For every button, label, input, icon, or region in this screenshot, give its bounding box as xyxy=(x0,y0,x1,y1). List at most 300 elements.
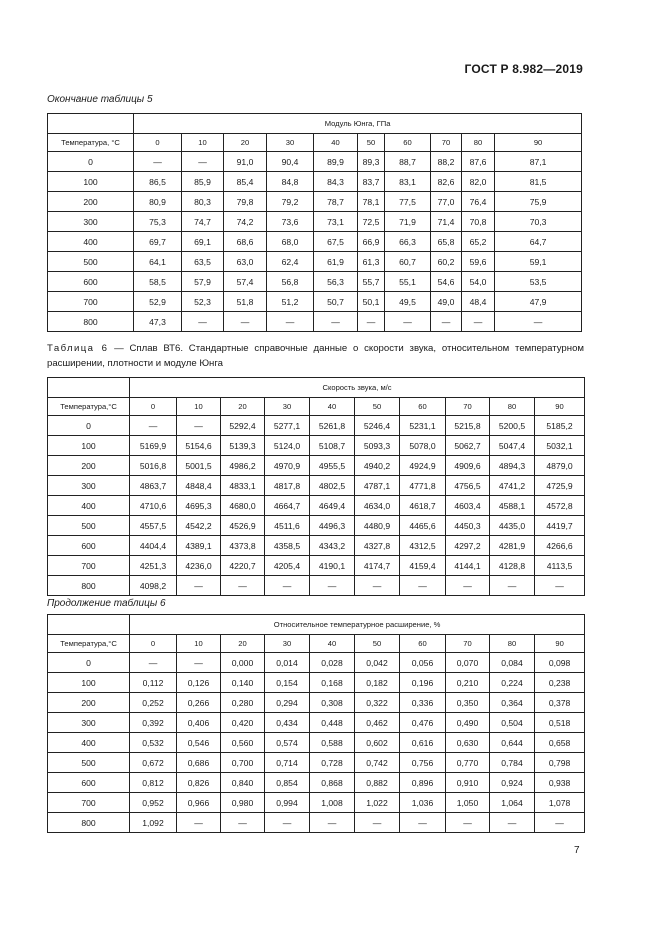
table5 xyxy=(47,113,582,332)
value-cell: 78,7 xyxy=(314,192,358,212)
value-cell: 73,6 xyxy=(267,212,314,232)
value-cell: 0,210 xyxy=(446,673,490,693)
value-cell: — xyxy=(182,152,224,172)
table6b xyxy=(47,614,585,833)
table6-caption xyxy=(47,341,584,371)
value-cell: 4940,2 xyxy=(355,456,400,476)
value-cell: 4312,5 xyxy=(400,536,446,556)
band-blank-cell xyxy=(48,114,134,134)
table-row xyxy=(48,693,585,713)
value-cell: 4986,2 xyxy=(221,456,265,476)
value-cell: 64,1 xyxy=(134,252,182,272)
value-cell: 83,7 xyxy=(358,172,385,192)
value-cell: 5001,5 xyxy=(177,456,221,476)
value-cell: — xyxy=(400,576,446,596)
value-cell: 79,8 xyxy=(224,192,267,212)
value-cell: 89,3 xyxy=(358,152,385,172)
value-cell: 4879,0 xyxy=(535,456,585,476)
value-cell: 4557,5 xyxy=(130,516,177,536)
value-cell: 4618,7 xyxy=(400,496,446,516)
value-cell: 48,4 xyxy=(462,292,495,312)
value-cell: 0,504 xyxy=(490,713,535,733)
value-cell: 61,9 xyxy=(314,252,358,272)
value-cell: 66,3 xyxy=(385,232,431,252)
temperature-cell: 700 xyxy=(48,556,130,576)
value-cell: 5139,3 xyxy=(221,436,265,456)
value-cell: 0,406 xyxy=(177,713,221,733)
value-cell: 4680,0 xyxy=(221,496,265,516)
value-cell: 75,3 xyxy=(134,212,182,232)
value-cell: 4358,5 xyxy=(265,536,310,556)
column-header: 30 xyxy=(265,635,310,653)
value-cell: 4190,1 xyxy=(310,556,355,576)
temperature-cell: 500 xyxy=(48,516,130,536)
table-row xyxy=(48,476,585,496)
value-cell: 5124,0 xyxy=(265,436,310,456)
value-cell: — xyxy=(310,576,355,596)
value-cell: 0,280 xyxy=(221,693,265,713)
column-header: 40 xyxy=(314,134,358,152)
value-cell: 0,322 xyxy=(355,693,400,713)
value-cell: 5062,7 xyxy=(446,436,490,456)
value-cell: 0,574 xyxy=(265,733,310,753)
value-cell: 0,042 xyxy=(355,653,400,673)
column-header: 90 xyxy=(535,635,585,653)
value-cell: 4480,9 xyxy=(355,516,400,536)
value-cell: 1,036 xyxy=(400,793,446,813)
value-cell: 5292,4 xyxy=(221,416,265,436)
value-cell: 1,064 xyxy=(490,793,535,813)
value-cell: 4297,2 xyxy=(446,536,490,556)
band-title: Относительное температурное расширение, % xyxy=(130,615,585,635)
value-cell: 4465,6 xyxy=(400,516,446,536)
column-header: 80 xyxy=(490,398,535,416)
value-cell: 59,6 xyxy=(462,252,495,272)
value-cell: 0,686 xyxy=(177,753,221,773)
value-cell: 0,756 xyxy=(400,753,446,773)
temperature-cell: 200 xyxy=(48,456,130,476)
value-cell: 82,0 xyxy=(462,172,495,192)
value-cell: 0,784 xyxy=(490,753,535,773)
value-cell: 0,588 xyxy=(310,733,355,753)
value-cell: 74,7 xyxy=(182,212,224,232)
value-cell: 68,6 xyxy=(224,232,267,252)
value-cell: 5246,4 xyxy=(355,416,400,436)
column-header: 0 xyxy=(134,134,182,152)
value-cell: — xyxy=(134,152,182,172)
column-header: 50 xyxy=(355,635,400,653)
value-cell: 0,266 xyxy=(177,693,221,713)
value-cell: 5078,0 xyxy=(400,436,446,456)
column-header: 10 xyxy=(177,635,221,653)
value-cell: — xyxy=(535,576,585,596)
temperature-cell: 100 xyxy=(48,673,130,693)
value-cell: 4511,6 xyxy=(265,516,310,536)
column-header: 10 xyxy=(182,134,224,152)
value-cell: — xyxy=(267,312,314,332)
temperature-cell: 800 xyxy=(48,813,130,833)
table-row xyxy=(48,773,585,793)
value-cell: 50,7 xyxy=(314,292,358,312)
value-cell: — xyxy=(177,576,221,596)
value-cell: 4909,6 xyxy=(446,456,490,476)
value-cell: 57,9 xyxy=(182,272,224,292)
table6b-caption: Продолжение таблицы 6 xyxy=(47,598,166,609)
value-cell: 0,336 xyxy=(400,693,446,713)
value-cell: 4373,8 xyxy=(221,536,265,556)
value-cell: — xyxy=(130,416,177,436)
column-header: 40 xyxy=(310,635,355,653)
value-cell: 80,3 xyxy=(182,192,224,212)
column-header: 20 xyxy=(221,398,265,416)
column-header: 80 xyxy=(462,134,495,152)
value-cell: 78,1 xyxy=(358,192,385,212)
value-cell: 56,8 xyxy=(267,272,314,292)
temperature-cell: 400 xyxy=(48,496,130,516)
table-row xyxy=(48,416,585,436)
value-cell: 4266,6 xyxy=(535,536,585,556)
value-cell: — xyxy=(355,813,400,833)
table-row xyxy=(48,653,585,673)
value-cell: 47,3 xyxy=(134,312,182,332)
value-cell: — xyxy=(358,312,385,332)
page-number: 7 xyxy=(574,845,580,856)
value-cell: 4924,9 xyxy=(400,456,446,476)
value-cell: 0,742 xyxy=(355,753,400,773)
table-row xyxy=(48,152,582,172)
value-cell: 0,546 xyxy=(177,733,221,753)
value-cell: 4113,5 xyxy=(535,556,585,576)
value-cell: — xyxy=(310,813,355,833)
value-cell: 4741,2 xyxy=(490,476,535,496)
value-cell: 4220,7 xyxy=(221,556,265,576)
column-header: 80 xyxy=(490,635,535,653)
value-cell: 73,1 xyxy=(314,212,358,232)
value-cell: 0,532 xyxy=(130,733,177,753)
value-cell: — xyxy=(224,312,267,332)
value-cell: 0,952 xyxy=(130,793,177,813)
band-title: Модуль Юнга, ГПа xyxy=(134,114,582,134)
value-cell: 5261,8 xyxy=(310,416,355,436)
value-cell: 0,910 xyxy=(446,773,490,793)
value-cell: 86,5 xyxy=(134,172,182,192)
value-cell: 0,378 xyxy=(535,693,585,713)
value-cell: 0,182 xyxy=(355,673,400,693)
value-cell: 0,056 xyxy=(400,653,446,673)
value-cell: 0,714 xyxy=(265,753,310,773)
value-cell: — xyxy=(446,576,490,596)
table-row xyxy=(48,172,582,192)
column-header: 70 xyxy=(446,635,490,653)
value-cell: 76,4 xyxy=(462,192,495,212)
temperature-cell: 300 xyxy=(48,713,130,733)
temperature-cell: 100 xyxy=(48,172,134,192)
value-cell: 5016,8 xyxy=(130,456,177,476)
value-cell: 87,1 xyxy=(495,152,582,172)
value-cell: 0,224 xyxy=(490,673,535,693)
value-cell: 5185,2 xyxy=(535,416,585,436)
value-cell: — xyxy=(221,813,265,833)
value-cell: 4649,4 xyxy=(310,496,355,516)
value-cell: 59,1 xyxy=(495,252,582,272)
value-cell: 52,9 xyxy=(134,292,182,312)
value-cell: 5154,6 xyxy=(177,436,221,456)
column-header: 60 xyxy=(400,635,446,653)
temperature-cell: 700 xyxy=(48,793,130,813)
value-cell: 4863,7 xyxy=(130,476,177,496)
column-header: 0 xyxy=(130,398,177,416)
value-cell: 80,9 xyxy=(134,192,182,212)
value-cell: 4098,2 xyxy=(130,576,177,596)
table-row xyxy=(48,713,585,733)
value-cell: 53,5 xyxy=(495,272,582,292)
value-cell: — xyxy=(177,813,221,833)
value-cell: 0,364 xyxy=(490,693,535,713)
table-row xyxy=(48,576,585,596)
value-cell: 84,8 xyxy=(267,172,314,192)
temperature-cell: 600 xyxy=(48,536,130,556)
value-cell: 49,0 xyxy=(431,292,462,312)
value-cell: 4236,0 xyxy=(177,556,221,576)
value-cell: 0,434 xyxy=(265,713,310,733)
value-cell: 0,644 xyxy=(490,733,535,753)
value-cell: 0,154 xyxy=(265,673,310,693)
table-row xyxy=(48,312,582,332)
value-cell: 91,0 xyxy=(224,152,267,172)
band-blank-cell xyxy=(48,378,130,398)
column-header: 30 xyxy=(265,398,310,416)
value-cell: 0,084 xyxy=(490,653,535,673)
value-cell: 54,6 xyxy=(431,272,462,292)
table-row xyxy=(48,496,585,516)
value-cell: 75,9 xyxy=(495,192,582,212)
temperature-header: Температура,°C xyxy=(48,635,130,653)
value-cell: 65,2 xyxy=(462,232,495,252)
value-cell: 5277,1 xyxy=(265,416,310,436)
value-cell: 0,616 xyxy=(400,733,446,753)
value-cell: 51,8 xyxy=(224,292,267,312)
value-cell: 70,3 xyxy=(495,212,582,232)
temperature-cell: 100 xyxy=(48,436,130,456)
table-row xyxy=(48,292,582,312)
value-cell: 4756,5 xyxy=(446,476,490,496)
value-cell: 0,014 xyxy=(265,653,310,673)
value-cell: 4327,8 xyxy=(355,536,400,556)
value-cell: 82,6 xyxy=(431,172,462,192)
value-cell: 0,798 xyxy=(535,753,585,773)
value-cell: 4526,9 xyxy=(221,516,265,536)
value-cell: 0,070 xyxy=(446,653,490,673)
value-cell: 5215,8 xyxy=(446,416,490,436)
value-cell: 4281,9 xyxy=(490,536,535,556)
value-cell: 0,350 xyxy=(446,693,490,713)
value-cell: 4419,7 xyxy=(535,516,585,536)
value-cell: 68,0 xyxy=(267,232,314,252)
table-row xyxy=(48,232,582,252)
value-cell: 4664,7 xyxy=(265,496,310,516)
value-cell: 4725,9 xyxy=(535,476,585,496)
value-cell: 0,000 xyxy=(221,653,265,673)
value-cell: 58,5 xyxy=(134,272,182,292)
temperature-cell: 300 xyxy=(48,212,134,232)
value-cell: — xyxy=(130,653,177,673)
table-row xyxy=(48,813,585,833)
table6-caption-text: — Сплав ВТ6. Стандартные справочные данные о скорости звука, относительном температурном расширении, плотности и модуле Юнга xyxy=(47,343,584,369)
value-cell: 0,252 xyxy=(130,693,177,713)
value-cell: 4159,4 xyxy=(400,556,446,576)
value-cell: 50,1 xyxy=(358,292,385,312)
temperature-cell: 300 xyxy=(48,476,130,496)
temperature-cell: 600 xyxy=(48,773,130,793)
value-cell: — xyxy=(490,813,535,833)
value-cell: 5169,9 xyxy=(130,436,177,456)
value-cell: 88,2 xyxy=(431,152,462,172)
table-row xyxy=(48,436,585,456)
temperature-cell: 200 xyxy=(48,192,134,212)
temperature-cell: 400 xyxy=(48,733,130,753)
value-cell: 0,826 xyxy=(177,773,221,793)
value-cell: 4450,3 xyxy=(446,516,490,536)
value-cell: 69,1 xyxy=(182,232,224,252)
value-cell: 4205,4 xyxy=(265,556,310,576)
value-cell: 56,3 xyxy=(314,272,358,292)
table-row xyxy=(48,556,585,576)
value-cell: 4710,6 xyxy=(130,496,177,516)
value-cell: 0,168 xyxy=(310,673,355,693)
value-cell: 4404,4 xyxy=(130,536,177,556)
value-cell: 4343,2 xyxy=(310,536,355,556)
column-header: 10 xyxy=(177,398,221,416)
value-cell: 55,7 xyxy=(358,272,385,292)
table-row xyxy=(48,456,585,476)
value-cell: 0,476 xyxy=(400,713,446,733)
column-header: 50 xyxy=(355,398,400,416)
value-cell: 1,078 xyxy=(535,793,585,813)
value-cell: 0,308 xyxy=(310,693,355,713)
value-cell: 1,008 xyxy=(310,793,355,813)
table-row xyxy=(48,673,585,693)
table-row xyxy=(48,192,582,212)
value-cell: — xyxy=(495,312,582,332)
value-cell: 0,098 xyxy=(535,653,585,673)
value-cell: — xyxy=(177,416,221,436)
value-cell: 77,0 xyxy=(431,192,462,212)
value-cell: 4542,2 xyxy=(177,516,221,536)
table6-caption-label: Таблица 6 xyxy=(47,343,109,354)
temperature-cell: 800 xyxy=(48,576,130,596)
value-cell: 0,854 xyxy=(265,773,310,793)
temperature-header: Температура,°C xyxy=(48,398,130,416)
value-cell: 4496,3 xyxy=(310,516,355,536)
value-cell: 0,028 xyxy=(310,653,355,673)
value-cell: 69,7 xyxy=(134,232,182,252)
column-header: 50 xyxy=(358,134,385,152)
value-cell: 4802,5 xyxy=(310,476,355,496)
value-cell: 4955,5 xyxy=(310,456,355,476)
value-cell: 77,5 xyxy=(385,192,431,212)
value-cell: 4695,3 xyxy=(177,496,221,516)
column-header: 90 xyxy=(535,398,585,416)
value-cell: 60,2 xyxy=(431,252,462,272)
value-cell: 0,462 xyxy=(355,713,400,733)
value-cell: 0,602 xyxy=(355,733,400,753)
value-cell: 0,294 xyxy=(265,693,310,713)
value-cell: 62,4 xyxy=(267,252,314,272)
temperature-cell: 700 xyxy=(48,292,134,312)
value-cell: 63,5 xyxy=(182,252,224,272)
value-cell: 4787,1 xyxy=(355,476,400,496)
value-cell: 47,9 xyxy=(495,292,582,312)
value-cell: 0,630 xyxy=(446,733,490,753)
value-cell: 0,770 xyxy=(446,753,490,773)
value-cell: 5093,3 xyxy=(355,436,400,456)
value-cell: 4970,9 xyxy=(265,456,310,476)
column-header: 20 xyxy=(224,134,267,152)
value-cell: — xyxy=(314,312,358,332)
value-cell: — xyxy=(182,312,224,332)
value-cell: — xyxy=(385,312,431,332)
column-header: 60 xyxy=(400,398,446,416)
value-cell: 0,700 xyxy=(221,753,265,773)
value-cell: 4588,1 xyxy=(490,496,535,516)
value-cell: 4634,0 xyxy=(355,496,400,516)
value-cell: 63,0 xyxy=(224,252,267,272)
value-cell: 4833,1 xyxy=(221,476,265,496)
temperature-header: Температура, °C xyxy=(48,134,134,152)
value-cell: 0,938 xyxy=(535,773,585,793)
value-cell: 57,4 xyxy=(224,272,267,292)
value-cell: 0,840 xyxy=(221,773,265,793)
document-header: ГОСТ Р 8.982—2019 xyxy=(464,62,583,76)
table-row xyxy=(48,272,582,292)
value-cell: — xyxy=(446,813,490,833)
value-cell: 0,112 xyxy=(130,673,177,693)
column-header: 60 xyxy=(385,134,431,152)
value-cell: 84,3 xyxy=(314,172,358,192)
band-blank-cell xyxy=(48,615,130,635)
value-cell: 0,448 xyxy=(310,713,355,733)
value-cell: 51,2 xyxy=(267,292,314,312)
value-cell: 4603,4 xyxy=(446,496,490,516)
value-cell: 52,3 xyxy=(182,292,224,312)
temperature-cell: 0 xyxy=(48,416,130,436)
table-row xyxy=(48,753,585,773)
value-cell: 4128,8 xyxy=(490,556,535,576)
temperature-cell: 400 xyxy=(48,232,134,252)
column-header: 30 xyxy=(267,134,314,152)
table5-caption: Окончание таблицы 5 xyxy=(47,94,153,105)
value-cell: 55,1 xyxy=(385,272,431,292)
value-cell: 4848,4 xyxy=(177,476,221,496)
value-cell: 66,9 xyxy=(358,232,385,252)
table-row xyxy=(48,516,585,536)
temperature-cell: 0 xyxy=(48,152,134,172)
table-row xyxy=(48,733,585,753)
value-cell: — xyxy=(490,576,535,596)
value-cell: 0,518 xyxy=(535,713,585,733)
value-cell: 4771,8 xyxy=(400,476,446,496)
table6 xyxy=(47,377,585,596)
column-header: 70 xyxy=(446,398,490,416)
value-cell: 0,994 xyxy=(265,793,310,813)
value-cell: 90,4 xyxy=(267,152,314,172)
value-cell: — xyxy=(431,312,462,332)
value-cell: 0,196 xyxy=(400,673,446,693)
value-cell: — xyxy=(462,312,495,332)
value-cell: 74,2 xyxy=(224,212,267,232)
value-cell: — xyxy=(221,576,265,596)
value-cell: 0,896 xyxy=(400,773,446,793)
